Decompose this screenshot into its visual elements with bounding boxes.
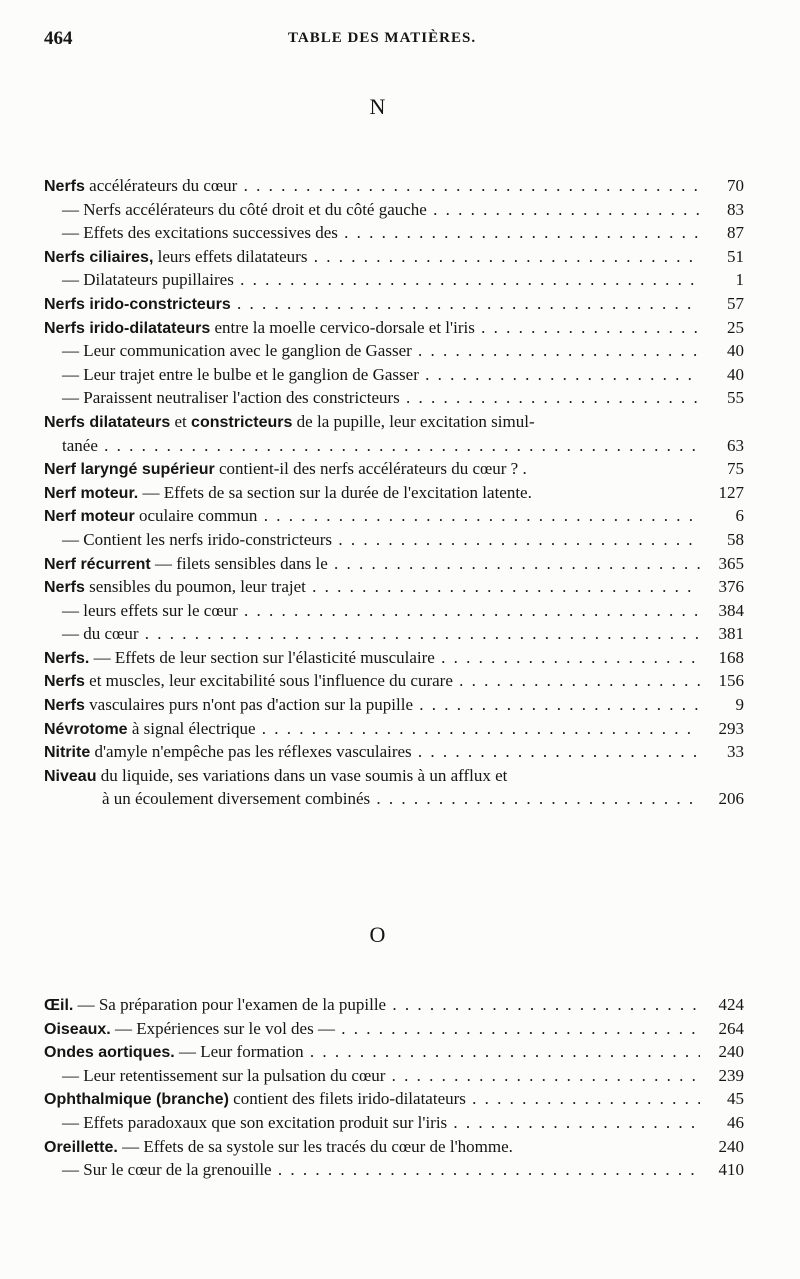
entry-page-number: 240 [718,1136,744,1156]
index-entry [44,1158,744,1182]
entry-description: vasculaires purs n'ont pas d'action sur la pupille [84,695,414,715]
entry-text [44,221,700,245]
entry-description: — Paraissent neutraliser l'action des constricteurs [62,388,400,408]
entry-page-number: 58 [727,529,744,549]
entry-text [44,410,744,435]
entry-description: accélérateurs du cœur [84,176,238,195]
entry-text [44,693,700,718]
entry-text [44,268,700,292]
entry-keyword: Nerf laryngé supérieur [44,461,215,479]
entry-keyword: Nerfs irido-constricteurs [44,295,231,313]
entry-description: à un écoulement diversement combinés [102,789,371,809]
entry-page-number: 57 [727,293,744,313]
entry-description: — Sa préparation pour l'examen de la pupille [73,995,387,1014]
entry-keyword: Nerfs. [44,649,90,667]
entry-page-number: 293 [718,718,744,738]
entry-page-number: 40 [727,341,744,361]
section-letter-o: O [369,922,386,947]
entry-page-number: 55 [727,388,744,408]
entry-text [44,434,700,458]
entry-text [44,599,700,623]
entry-description: — Contient les nerfs irido-constricteurs [62,529,333,549]
entry-description: — Nerfs accélérateurs du côté droit et du côté gauche [62,199,427,219]
index-entry [44,740,744,764]
entry-text [44,646,700,671]
entry-description: d'amyle n'empêche pas les réflexes vasculaires [90,742,412,762]
index-entry [44,339,744,363]
index-entry [44,268,744,292]
entry-page-number: 25 [727,317,744,337]
entry-description: — Sur le cœur de la grenouille [62,1160,272,1180]
index-entry [44,622,744,646]
entry-page-number: 75 [727,459,744,479]
entry-description: — Leur trajet entre le bulbe et le ganglion de Gasser [62,364,419,384]
index-entry [44,552,744,576]
entry-description: — Effets de sa systole sur les tracés du cœur de l'homme. [117,1136,513,1156]
entry-text [44,575,700,600]
entry-text [44,316,700,341]
index-entry [44,693,744,717]
entry-keyword: Nerfs [44,697,85,715]
index-entry [44,646,744,670]
entry-description: leurs effets dilatateurs [153,246,308,266]
index-entry [44,1064,744,1088]
entry-keyword: Nerf moteur. [44,484,139,502]
entry-description: de la pupille, leur excitation simul- [292,411,535,431]
entry-description: — Expériences sur le vol des — [110,1018,335,1038]
entry-description: — Effets de sa section sur la durée de l'excitation latente. [138,482,532,502]
entry-text [44,386,700,410]
index-entry [44,599,744,623]
entry-text [44,1087,700,1112]
entry-description: — filets sensibles dans le [150,553,328,573]
index-entry [44,1040,744,1064]
entry-page-number: 264 [718,1018,744,1038]
index-entry [44,669,744,693]
entry-description: entre la moelle cervico-dorsale et l'iris [210,317,475,337]
index-entry [44,174,744,198]
entry-keyword: Nerfs [44,579,85,597]
index-entry [44,504,744,528]
index-entry [44,528,744,552]
entry-description: oculaire commun [134,506,258,526]
page-header [44,28,746,56]
entry-text [44,1111,700,1135]
entry-page-number: 1 [735,270,744,290]
entry-keyword: Nerf récurrent [44,555,151,573]
entry-keyword: Oiseaux. [44,1020,111,1038]
index-section-o [44,993,744,1182]
entry-page-number: 46 [727,1112,744,1132]
entry-description: et muscles, leur excitabilité sous l'influence du curare [84,671,453,691]
entry-page-number: 168 [718,647,744,667]
entry-text [44,363,700,387]
entry-page-number: 40 [727,364,744,384]
entry-text [44,1135,700,1160]
index-entry [44,993,744,1017]
entry-description: — leurs effets sur le cœur [62,600,238,620]
entry-text [44,292,700,317]
entry-page-number: 51 [727,246,744,266]
entry-text [44,552,700,577]
index-entry [44,363,744,387]
entry-page-number: 127 [718,482,744,502]
entry-keyword: Nerfs dilatateurs [44,413,171,431]
entry-description: contient-il des nerfs accélérateurs du cœur ? . [214,459,527,479]
entry-description: — Effets de leur section sur l'élasticité musculaire [89,647,435,667]
entry-text [44,717,700,742]
entry-description: sensibles du poumon, leur trajet [84,577,306,597]
entry-page-number: 6 [735,506,744,526]
entry-description: tanée [62,435,98,455]
index-entry [44,575,744,599]
entry-text [44,1040,700,1065]
index-entry [44,410,744,434]
entry-page-number: 9 [735,695,744,715]
entry-page-number: 239 [718,1065,744,1085]
entry-keyword: Névrotome [44,720,128,738]
index-entry [44,1087,744,1111]
entry-page-number: 410 [718,1160,744,1180]
entry-text [44,669,700,694]
index-entry [44,316,744,340]
entry-keyword: Nerfs irido-dilatateurs [44,319,211,337]
entry-text [44,1017,700,1042]
entry-description: — Effets paradoxaux que son excitation produit sur l'iris [62,1112,448,1132]
entry-keyword: Ondes aortiques. [44,1044,175,1062]
entry-description: — Leur retentissement sur la pulsation du cœur [62,1065,386,1085]
index-entry [44,1111,744,1135]
entry-page-number: 424 [718,995,744,1014]
entry-keyword: Nerf moteur [44,508,135,526]
index-entry [44,434,744,458]
entry-text [44,504,700,529]
entry-page-number: 381 [718,624,744,644]
entry-keyword: Nitrite [44,744,91,762]
index-entry [44,764,744,788]
entry-text [44,481,700,506]
entry-page-number: 365 [718,553,744,573]
entry-page-number: 45 [727,1089,744,1109]
index-entry [44,292,744,316]
entry-page-number: 83 [727,199,744,219]
index-entry [44,386,744,410]
entry-keyword: Nerfs [44,673,85,691]
entry-keyword: Nerfs [44,178,85,195]
entry-page-number: 63 [727,435,744,455]
entry-description: — du cœur [62,624,139,644]
entry-text [44,245,700,270]
entry-description: — Dilatateurs pupillaires [62,270,234,290]
entry-page-number: 70 [727,176,744,195]
index-entry [44,1017,744,1041]
entry-page-number: 33 [727,742,744,762]
entry-page-number: 87 [727,223,744,243]
entry-keyword: Œil. [44,997,74,1014]
index-entry [44,457,744,481]
page-number: 464 [44,28,73,49]
index-section-n [44,174,744,811]
entry-text [44,740,700,765]
entry-description: du liquide, ses variations dans un vase soumis à un afflux et [96,765,508,785]
entry-description: contient des filets irido-dilatateurs [228,1089,466,1109]
running-title: TABLE DES MATIÈRES. [288,30,477,46]
entry-text [44,457,700,482]
entry-text [44,198,700,222]
entry-text [44,764,744,789]
index-entry [44,198,744,222]
entry-text [44,1064,700,1088]
entry-text [44,174,700,199]
entry-text [44,528,700,552]
entry-keyword: Ophthalmique (branche) [44,1091,229,1109]
entry-keyword: Nerfs ciliaires, [44,248,154,266]
index-entry [44,221,744,245]
entry-text [44,993,700,1018]
entry-page-number: 206 [718,789,744,809]
entry-description: — Leur communication avec le ganglion de Gasser [62,341,412,361]
entry-keyword: Oreillette. [44,1138,118,1156]
entry-description: — Effets des excitations successives des [62,223,338,243]
section-letter-n: N [369,94,386,119]
entry-text [44,787,700,811]
entry-description: — Leur formation [174,1042,304,1062]
entry-text [44,1158,700,1182]
entry-text [44,622,700,646]
entry-description: et [170,411,192,431]
index-entry [44,481,744,505]
index-entry [44,787,744,811]
entry-description: à signal électrique [127,718,256,738]
entry-page-number: 240 [718,1042,744,1062]
entry-page-number: 384 [718,600,744,620]
entry-keyword: constricteurs [191,413,293,431]
index-entry [44,1135,744,1159]
index-entry [44,717,744,741]
entry-page-number: 156 [718,671,744,691]
entry-page-number: 376 [718,577,744,597]
entry-keyword: Niveau [44,767,97,785]
index-entry [44,245,744,269]
entry-text [44,339,700,363]
